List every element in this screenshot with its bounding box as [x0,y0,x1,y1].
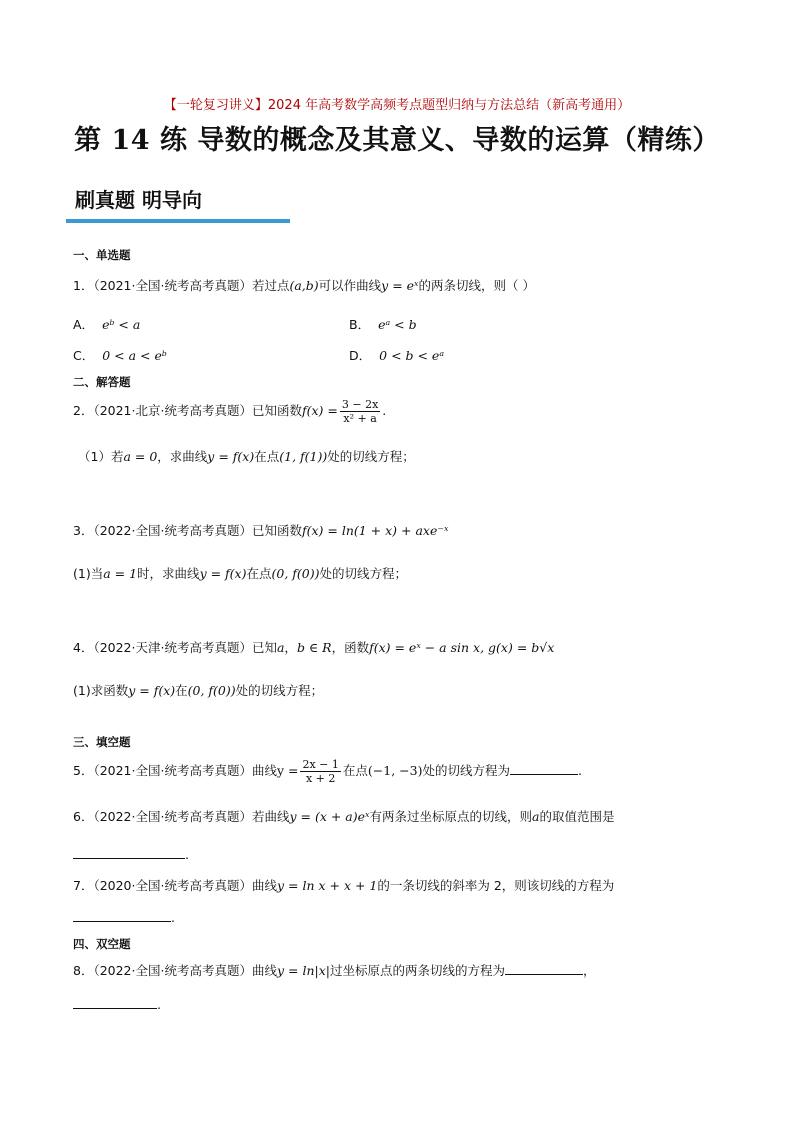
q3-fx: f(x) = ln(1 + x) + axe⁻ˣ [301,523,449,538]
q8-prefix: 8．（2022·全国·统考高考真题）曲线 [73,963,277,978]
q8-answer-blank-2[interactable] [73,996,157,1009]
q2-sub1-mid2: 在点 [254,449,280,464]
q4-sep: ， [284,640,297,655]
q4-fx: f(x) = eˣ − a sin x, g(x) = b√x [369,640,555,655]
q3-sub1-mid: 时，求曲线 [137,566,200,581]
q7-answer-blank[interactable] [73,909,171,922]
q7-end: 的一条切线的斜率为 2，则该切线的方程为 [377,878,615,893]
q1-mid: 可以作曲线 [318,278,382,293]
option-a-label: A． [73,317,95,332]
q2-sub1-point: (1, f(1)) [279,449,328,464]
q8-period: . [157,997,161,1012]
q8-comma: ， [583,963,596,978]
q6-end: 的取值范围是 [539,809,615,824]
q4-prefix: 4．（2022·天津·统考高考真题）已知 [73,640,277,655]
q6-answer-blank[interactable] [73,846,185,859]
option-c-text: 0 < a < eᵇ [102,348,167,363]
page-title: 第 14 练 导数的概念及其意义、导数的运算（精练） [74,125,720,156]
q6-answer-line [73,846,189,862]
q1-option-a [73,315,140,333]
q3-sub1-mid2: 在点 [246,566,272,581]
option-d-label: D． [349,348,372,363]
document-header [0,94,794,113]
q2-prefix: 2．（2021·北京·统考高考真题）已知函数 [73,403,302,418]
q1-curve: y = eˣ [381,278,419,293]
header-text: 2024 年高考数学高频考点题型归纳与方法总结（新高考通用） [267,98,631,113]
q4-sub1-point: (0, f(0)) [187,683,236,698]
q7-prefix: 7．（2020·全国·统考高考真题）曲线 [73,878,277,893]
q2-sub1-curve: y = f(x) [207,449,255,464]
question-4 [73,638,554,656]
q2-denominator: x² + a [343,412,377,425]
q2-fx: f(x) = [301,403,338,418]
question-1 [73,276,535,294]
question-2 [73,398,386,425]
q3-sub1-point: (0, f(0)) [271,566,320,581]
q1-option-b [349,315,417,333]
q8-answer-blank-1[interactable] [505,962,583,975]
q3-sub1-prefix: (1)当 [73,566,104,581]
q8-end: 过坐标原点的两条切线的方程为 [329,963,505,978]
q1-point: (a,b) [289,278,319,293]
q8-answer-line [73,996,161,1012]
q6-curve: y = (x + a)eˣ [289,809,370,824]
option-c-label: C． [73,348,95,363]
q5-answer-blank[interactable] [510,762,578,775]
q2-numerator: 3 − 2x [341,398,379,411]
q5-y: y = [276,763,299,778]
option-d-text: 0 < b < eᵃ [379,348,445,363]
q2-sub1-mid: ，求曲线 [157,449,208,464]
q4-sub1-prefix: (1)求函数 [73,683,129,698]
q6-mid: 有两条过坐标原点的切线，则 [369,809,532,824]
q5-fraction [300,758,340,785]
q5-point: (−1, −3) [367,763,423,778]
q2-sub1-end: 处的切线方程； [327,449,415,464]
q2-fraction [340,398,380,425]
q4-sub1-curve: y = f(x) [128,683,176,698]
q5-mid: 在点 [342,763,368,778]
q7-period: . [171,910,175,925]
option-b-label: B． [349,317,371,332]
option-b-text: eᵃ < b [378,317,417,332]
q8-curve: y = ln|x| [276,963,330,978]
question-7 [73,876,614,894]
q4-subquestion-1 [73,681,323,699]
q3-sub1-cond: a = 1 [103,566,138,581]
section-underline [66,219,290,223]
q2-end: . [382,403,387,418]
header-bracket: 【一轮复习讲义】 [163,98,268,113]
q2-subquestion-1 [78,447,415,465]
q1-option-d [349,346,444,364]
q5-end-text: 处的切线方程为 [422,763,510,778]
q2-sub1-prefix: （1）若 [78,449,124,464]
q5-numerator: 2x − 1 [302,758,339,771]
category-double-blank: 四、双空题 [73,937,131,951]
q4-sub1-end: 处的切线方程； [235,683,324,698]
question-5 [73,758,582,785]
q5-denominator: x + 2 [305,772,336,785]
q4-cond: b ∈ R [296,640,332,655]
q1-suffix: 的两条切线，则（ ） [418,278,535,293]
q5-period: . [578,763,582,778]
q6-period: . [185,847,189,862]
q4-sub1-mid: 在 [175,683,188,698]
section-title: 刷真题 明导向 [75,188,202,212]
q3-sub1-curve: y = f(x) [199,566,247,581]
option-a-text: eᵇ < a [102,317,141,332]
category-answer: 二、解答题 [73,375,131,389]
q4-mid: ，函数 [331,640,370,655]
q3-sub1-end: 处的切线方程； [319,566,408,581]
q3-prefix: 3．（2022·全国·统考高考真题）已知函数 [73,523,302,538]
q5-prefix: 5．（2021·全国·统考高考真题）曲线 [73,763,277,778]
question-3 [73,521,448,539]
category-single-choice: 一、单选题 [73,248,131,262]
q6-prefix: 6．（2022·全国·统考高考真题）若曲线 [73,809,290,824]
q1-option-c [73,346,167,364]
q6-var: a [531,809,540,824]
q4-var-a: a [276,640,285,655]
category-fill-in: 三、填空题 [73,735,131,749]
q7-curve: y = ln x + x + 1 [276,878,378,893]
question-8 [73,961,596,979]
q7-answer-line [73,909,175,925]
question-6 [73,807,614,825]
q1-prefix: 1．（2021·全国·统考高考真题）若过点 [73,278,290,293]
q2-sub1-cond: a = 0 [123,449,158,464]
q3-subquestion-1 [73,564,407,582]
